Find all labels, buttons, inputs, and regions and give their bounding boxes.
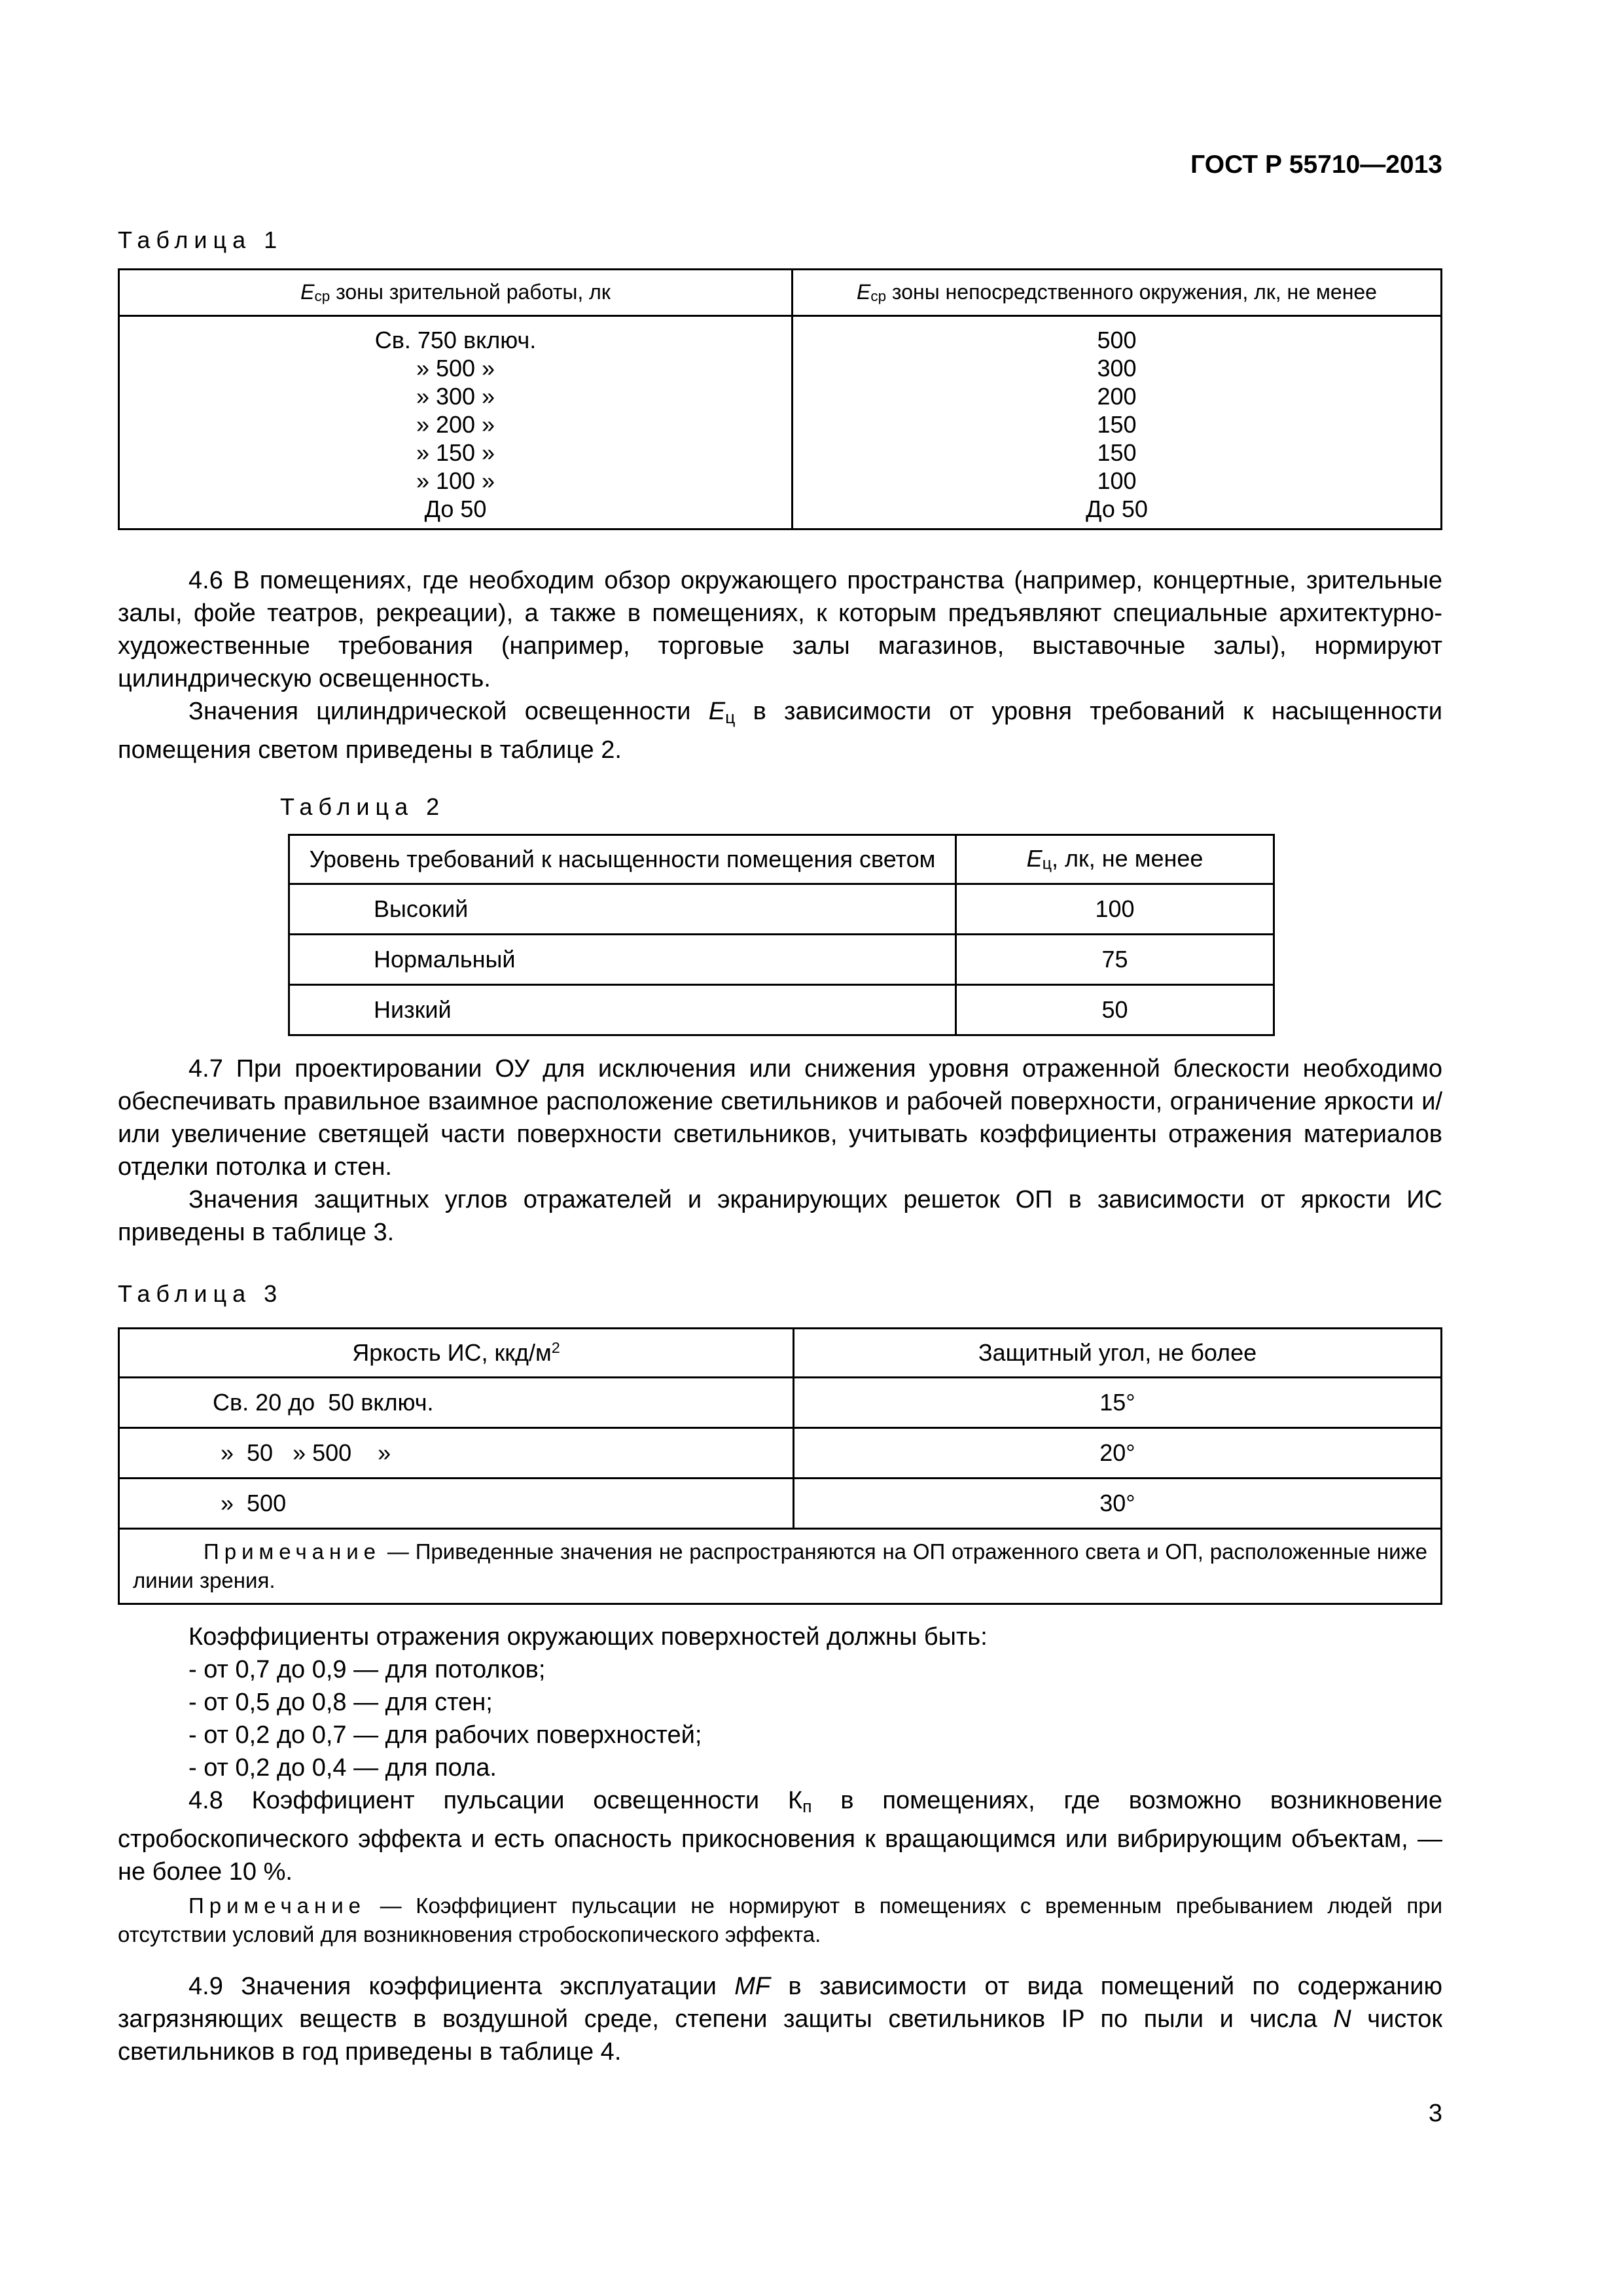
table-cell: » 500 [119,1479,794,1529]
table-row [289,935,1274,985]
table-cell: Св. 20 до 50 включ. [119,1378,794,1428]
table-1-col-illuminance-surround: Eср зоны непосредственного окружения, лк, не менее [793,270,1442,316]
table-row: Св. 750 включ. [374,327,537,353]
table-3-caption: Таблица 3 [118,1280,283,1307]
table-2-header-row [289,835,1274,884]
table-row: 200 [1097,383,1137,410]
table-1-header-row [119,270,1442,316]
table-1-surround-values [793,316,1442,529]
document-code: ГОСТ Р 55710—2013 [1190,151,1442,179]
table-3-col-angle: Защитный угол, не более [794,1329,1442,1378]
table-3-col-luminance: Яркость ИС, ккд/$м^2$ [119,1329,794,1378]
section-4-8 [118,1784,1442,1888]
table-row: » 150 » [416,439,495,466]
table-2-col-level: Уровень требований к насыщенности помещения светом [289,835,956,884]
table-row: 500 [1097,327,1137,353]
table-1 [118,268,1442,530]
reflection-coefficients [118,1621,1442,1784]
table-3 [118,1327,1442,1605]
table-1-col-illuminance-work: Eср зоны зрительной работы, лк [119,270,793,316]
table-row: До 50 [424,495,487,522]
table-row [289,985,1274,1035]
table-row: 150 [1097,439,1137,466]
section-4-6 [118,564,1442,766]
table-2 [288,834,1275,1036]
table-row: » 100 » [416,467,495,494]
table-3-note-row [119,1529,1442,1604]
table-row: 300 [1097,355,1137,382]
table-cell: 50 [956,985,1274,1035]
table-row [289,884,1274,935]
table-1-caption: Таблица 1 [118,226,283,253]
paragraph: Значения цилиндрической освещенности Eц в зависимости от уровня требований к насыщенности помещения светом приведены в таблице 2. [118,698,1442,764]
table-row [119,1479,1442,1529]
list-item: - от 0,7 до 0,9 — для потолков; [188,1656,546,1683]
section-4-9 [118,1970,1442,2068]
table-3-note: Примечание — Приведенные значения не распространяются на ОП отраженного света и ОП, расположенные ниже линии зрения. [119,1529,1442,1604]
list-item: - от 0,2 до 0,7 — для рабочих поверхностей; [188,1721,702,1749]
table-cell: Высокий [289,884,956,935]
table-3-header-row [119,1329,1442,1378]
table-cell: 20° [794,1428,1442,1479]
note-text: Примечание — Коэффициент пульсации не нормируют в помещениях с временным пребыванием людей при отсутствии условий для возникновения стробоскопического эффекта. [118,1893,1442,1946]
table-row: До 50 [1086,495,1148,522]
paragraph: 4.9 Значения коэффициента эксплуатации MF в зависимости от вида помещений по содержанию загрязняющих веществ в воздушной среде, степени защиты светильников IP по пыли и числа N чисток светильников в год приведены в таблице 4. [118,1973,1442,2066]
table-cell: 75 [956,935,1274,985]
paragraph: 4.8 Коэффициент пульсации освещенности Кп в помещениях, где возможно возникновение стробоскопического эффекта и есть опасность прикосновения к вращающимся или вибрирующим объектам, — не более 10 %. [118,1787,1442,1886]
list-intro: Коэффициенты отражения окружающих поверхностей должны быть: [188,1623,988,1651]
paragraph: 4.6 В помещениях, где необходим обзор окружающего пространства (например, концертные, зрительные залы, фойе театров, рекреации), а также в помещениях, к которым предъявляют специальные архитектурно-художественные требования (например, торговые залы магазинов, выставочные залы), нормируют цилиндрическую освещенность. [118,567,1442,692]
table-row: 150 [1097,411,1137,438]
table-row: » 200 » [416,411,495,438]
table-row [119,1428,1442,1479]
table-cell: 30° [794,1479,1442,1529]
table-cell: 100 [956,884,1274,935]
section-4-8-note [118,1892,1442,1949]
section-4-7 [118,1052,1442,1249]
table-2-caption: Таблица 2 [280,793,446,820]
table-row: 100 [1097,467,1137,494]
table-row: » 300 » [416,383,495,410]
table-cell: Низкий [289,985,956,1035]
table-2-col-illuminance: Eц, лк, не менее [956,835,1274,884]
list-item: - от 0,5 до 0,8 — для стен; [188,1689,493,1716]
table-1-work-values [119,316,793,529]
table-row: » 500 » [416,355,495,382]
list-item: - от 0,2 до 0,4 — для пола. [188,1754,497,1782]
table-cell: Нормальный [289,935,956,985]
table-cell: » 50 » 500 » [119,1428,794,1479]
page-number: 3 [1428,2100,1442,2127]
table-cell: 15° [794,1378,1442,1428]
paragraph: Значения защитных углов отражателей и экранирующих решеток ОП в зависимости от яркости ИС приведены в таблице 3. [118,1186,1442,1246]
table-1-body-row [119,316,1442,529]
table-row [119,1378,1442,1428]
paragraph: 4.7 При проектировании ОУ для исключения или снижения уровня отраженной блескости необходимо обеспечивать правильное взаимное расположение светильников и рабочей поверхности, ограничение яркости и/или увеличение светящей части поверхности светильников, учитывать коэффициенты отражения материалов отделки потолка и стен. [118,1055,1442,1181]
